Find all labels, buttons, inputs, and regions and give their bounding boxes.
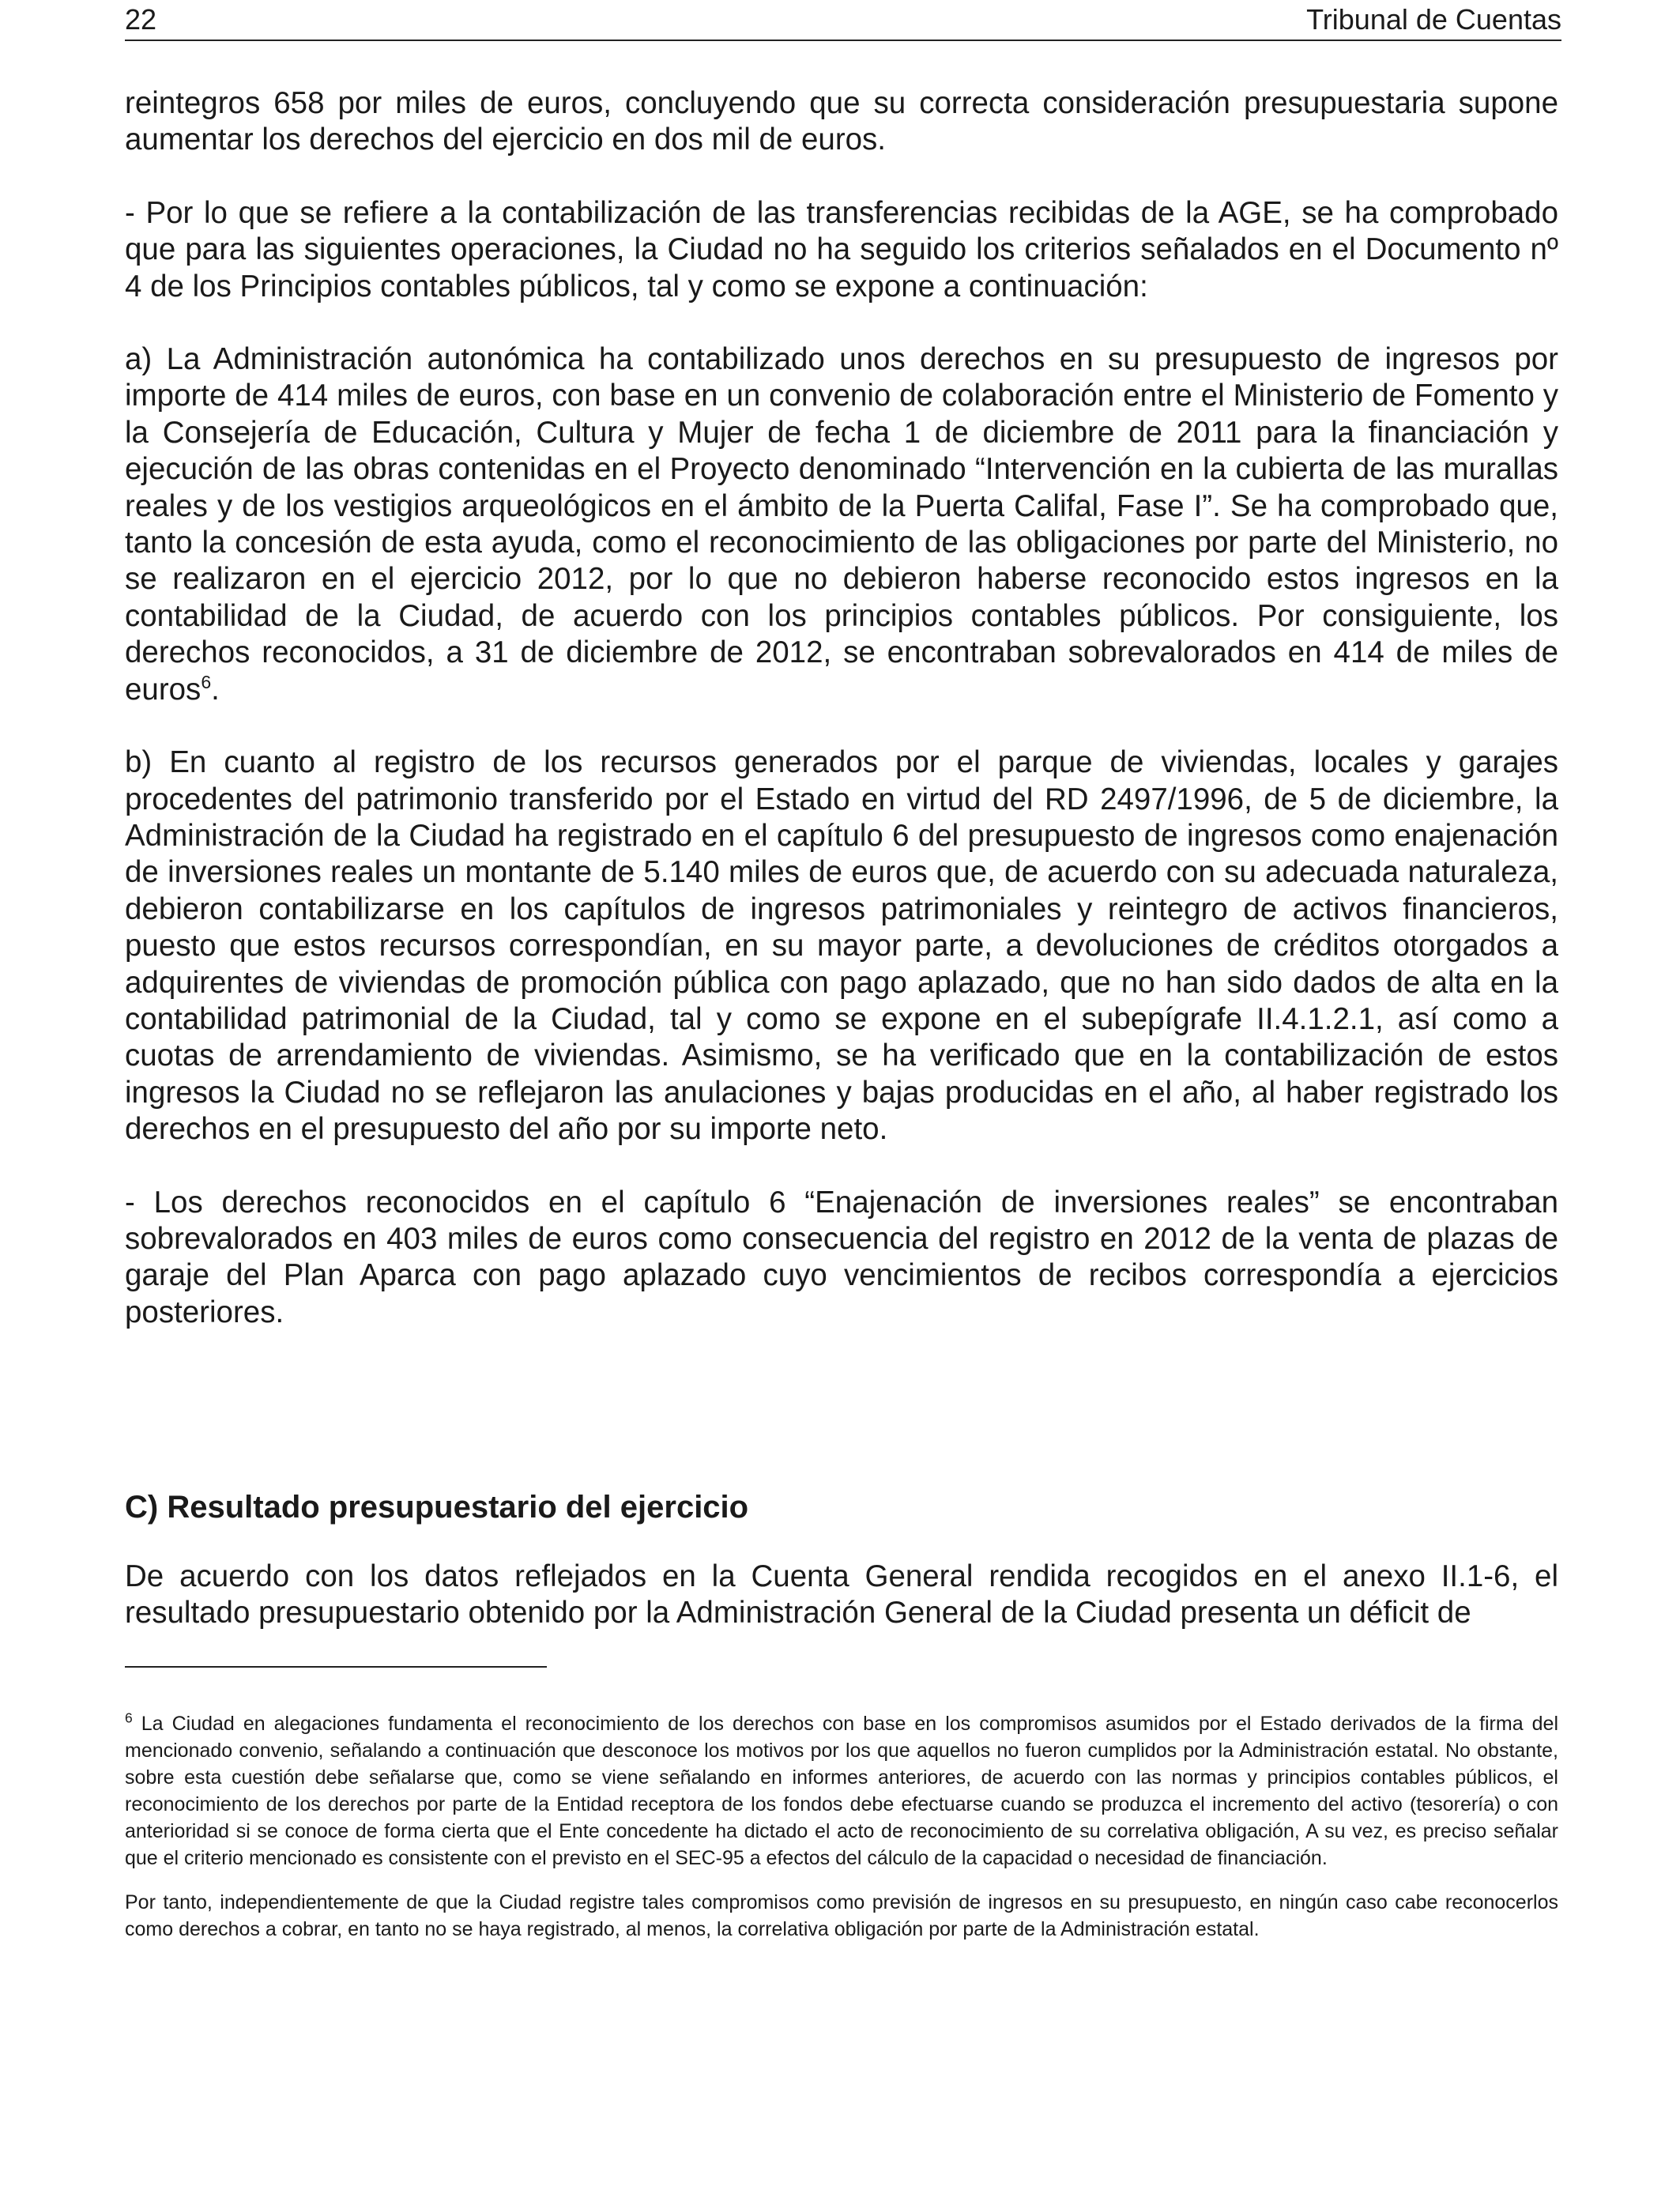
paragraph-item-b: b) En cuanto al registro de los recursos generados por el parque de viviendas, locales y garajes procedentes del patrimonio transferido por el Estado en virtud del RD 2497/1996, de 5 de diciembre, la Administración de la Ciudad ha registrado en el capítulo 6 del presupuesto de ingresos como enajenación de inversiones reales un montante de 5.140 miles de euros que, de acuerdo con su adecuada naturaleza, debieron contabilizarse en los capítulos de ingresos patrimoniales y reintegro de activos financieros, puesto que estos recursos correspondían, en su mayor parte, a devoluciones de créditos otorgados a adquirentes de viviendas de promoción pública con pago aplazado, que no han sido dados de alta en la contabilidad patrimonial de la Ciudad, tal y como se expone en el subepígrafe II.4.1.2.1, así como a cuotas de arrendamiento de viviendas. Asimismo, se ha verificado que en la contabilización de estos ingresos la Ciudad no se reflejaron las anulaciones y bajas producidas en el año, al haber registrado los derechos en el presupuesto del año por su importe neto.: [125, 745, 1558, 1147]
footnote-6: [125, 1710, 1558, 1872]
paragraph-age-transfers: - Por lo que se refiere a la contabilización de las transferencias recibidas de la AGE, se ha comprobado que para las siguientes operaciones, la Ciudad no ha seguido los criterios señalados en el Documento nº 4 de los Principios contables públicos, tal y como se expone a continuación:: [125, 195, 1558, 303]
paragraph-item-a-text: a) La Administración autonómica ha contabilizado unos derechos en su presupuesto de ingresos por importe de 414 miles de euros, con base en un convenio de colaboración entre el Ministerio de Fomento y la Consejería de Educación, Cultura y Mujer de fecha 1 de diciembre de 2011 para la financiación y ejecución de las obras contenidas en el Proyecto denominado “Intervención en la cubierta de las murallas reales y de los vestigios arqueológicos en el ámbito de la Puerta Califal, Fase I”. Se ha comprobado que, tanto la concesión de esta ayuda, como el reconocimiento de las obligaciones por parte del Ministerio, no se realizaron en el ejercicio 2012, por lo que no debieron haberse reconocido estos ingresos en la contabilidad de la Ciudad, de acuerdo con los principios contables públicos. Por consiguiente, los derechos reconocidos, a 31 de diciembre de 2012, se encontraban sobrevalorados en 414 de miles de euros: [125, 342, 1558, 707]
footnote-mark: 6: [125, 1710, 133, 1726]
footnote-6-continuation: Por tanto, independientemente de que la Ciudad registre tales compromisos como previsión de ingresos en su presupuesto, en ningún caso cabe reconocerlos como derechos a cobrar, en tanto no se haya registrado, al menos, la correlativa obligación por parte de la Administración estatal.: [125, 1891, 1558, 1940]
footnote-reference[interactable]: 6: [201, 671, 212, 692]
footnote-6-text: La Ciudad en alegaciones fundamenta el reconocimiento de los derechos con base en los compromisos asumidos por el Estado derivados de la firma del mencionado convenio, señalando a continuación que desconoce los motivos por los que aquellos no fueron cumplidos por la Administración estatal. No obstante, sobre esta cuestión debe señalarse que, como se viene señalando en informes anteriores, de acuerdo con las normas y principios contables públicos, el reconocimiento de los derechos por parte de la Entidad receptora de los fondos debe efectuarse cuando se produzca el incremento del activo (tesorería) o con anterioridad si se conoce de forma cierta que el Ente concedente ha dictado el acto de reconocimiento de su correlativa obligación, A su vez, es preciso señalar que el criterio mencionado es consistente con el previsto en el SEC-95 a efectos del cálculo de la capacidad o necesidad de financiación.: [125, 1713, 1558, 1869]
footnote-separator: [125, 1666, 547, 1668]
body-text: [125, 85, 1558, 1331]
footnotes: [125, 1710, 1558, 1960]
section-heading: C) Resultado presupuestario del ejercicio: [125, 1490, 749, 1525]
paragraph-chapter-6: - Los derechos reconocidos en el capítulo 6 “Enajenación de inversiones reales” se encontraban sobrevalorados en 403 miles de euros como consecuencia del registro en 2012 de la venta de plazas de garaje del Plan Aparca con pago aplazado cuyo vencimientos de recibos correspondía a ejercicios posteriores.: [125, 1185, 1558, 1329]
paragraph-item-a: [125, 341, 1558, 708]
paragraph-continuation: reintegros 658 por miles de euros, concluyendo que su correcta consideración presupuestaria supone aumentar los derechos del ejercicio en dos mil de euros.: [125, 86, 1558, 157]
section-paragraph: De acuerdo con los datos reflejados en la Cuenta General rendida recogidos en el anexo II.1-6, el resultado presupuestario obtenido por la Administración General de la Ciudad presenta un déficit de: [125, 1559, 1558, 1630]
running-title: Tribunal de Cuentas: [1306, 3, 1561, 36]
page-number: 22: [125, 3, 157, 36]
page-header: [125, 0, 1561, 41]
paragraph-item-a-end: .: [211, 672, 220, 707]
